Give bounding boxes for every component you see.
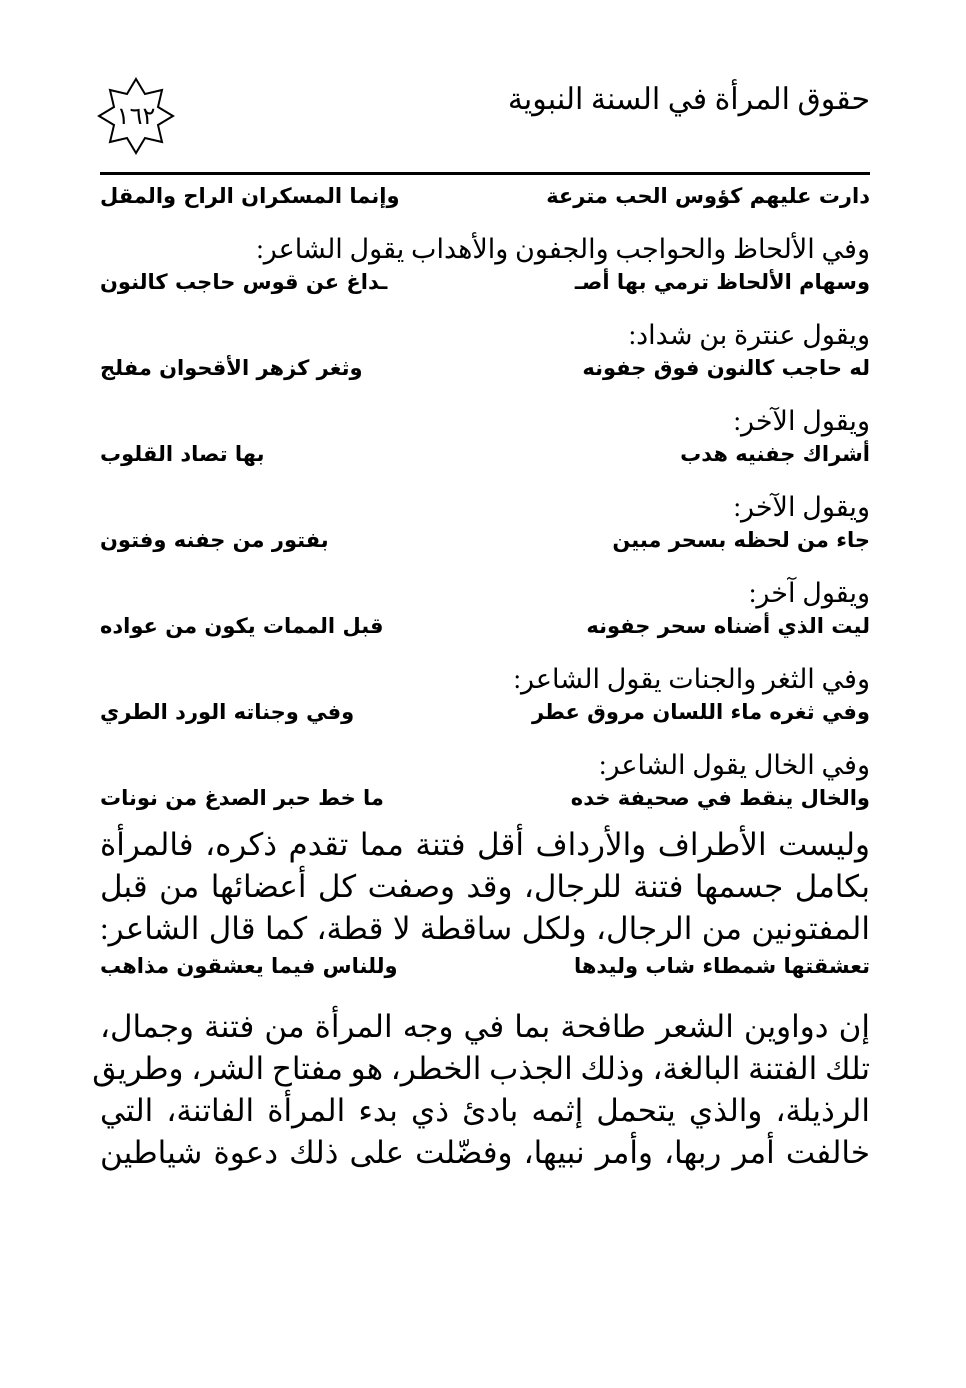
paragraph-line: تلك الفتنة البالغة، وذلك الجذب الخطر، هو مفتاح الشر، وطريق <box>92 1051 870 1086</box>
body-paragraph <box>100 824 870 950</box>
paragraph-line: إن دواوين الشعر طافحة بما في وجه المرأة من فتنة وجمال، <box>100 1009 870 1044</box>
verse-first-hemistich: دارت عليهم كؤوس الحب مترعة <box>546 184 870 208</box>
verse-intro: ويقول آخر: <box>748 578 870 608</box>
paragraph-line: الرذيلة، والذي يتحمل إثمه بادئ ذي بدء المرأة الفاتنة، التي <box>100 1093 870 1128</box>
verse-second-hemistich: وفي وجناته الورد الطري <box>100 700 355 724</box>
verse-first-hemistich: تعشقتها شمطاء شاب وليدها <box>573 954 870 978</box>
verse-first-hemistich: له حاجب كالنون فوق جفونه <box>582 356 870 380</box>
main-content <box>92 180 870 1174</box>
verse-second-hemistich: ـداغ عن قوس حاجب كالنون <box>100 270 388 294</box>
verse-line <box>100 266 870 298</box>
verse-intro: ويقول عنترة بن شداد: <box>628 320 870 350</box>
verse-line <box>100 180 870 212</box>
verse-second-hemistich: قبل الممات يكون من عواده <box>100 614 384 638</box>
verse-second-hemistich: بفتور من جفنه وفتون <box>100 528 329 552</box>
paragraph-line: بكامل جسمها فتنة للرجال، وقد وصفت كل أعضائها من قبل <box>100 869 870 904</box>
verse-line <box>100 950 870 982</box>
page-header-title: حقوق المرأة في السنة النبوية <box>507 83 870 116</box>
header-divider <box>100 172 870 175</box>
verse-second-hemistich: وإنما المسكران الراح والمقل <box>100 184 400 208</box>
verse-intro: ويقول الآخر: <box>733 406 870 436</box>
page-number: ١٦٢ <box>116 103 156 130</box>
paragraph-line: خالفت أمر ربها، وأمر نبيها، وفضّلت على ذلك دعوة شياطين <box>100 1135 870 1170</box>
verse-second-hemistich: ما خط حبر الصدغ من نونات <box>100 786 384 810</box>
spacer <box>100 982 870 996</box>
verse-first-hemistich: وسهام الألحاظ ترمي بها أصـ <box>574 270 870 294</box>
verse-intro: وفي الألحاظ والحواجب والجفون والأهداب يقول الشاعر: <box>256 234 870 264</box>
verse-intro: وفي الثغر والجنات يقول الشاعر: <box>513 664 870 694</box>
verse-intro: وفي الخال يقول الشاعر: <box>599 750 870 780</box>
verse-intro: ويقول الآخر: <box>733 492 870 522</box>
verse-first-hemistich: ليت الذي أضناه سحر جفونه <box>586 614 870 638</box>
verse-line <box>100 438 870 470</box>
verse-second-hemistich: وثغر كزهر الأقحوان مفلج <box>100 356 363 380</box>
verse-first-hemistich: جاء من لحظه بسحر مبين <box>612 528 870 552</box>
paragraph-line: المفتونين من الرجال، ولكل ساقطة لا قطة، كما قال الشاعر: <box>100 911 870 946</box>
body-paragraph <box>92 1006 870 1174</box>
paragraph-line: وليست الأطراف والأرداف أقل فتنة مما تقدم ذكره، فالمرأة <box>100 827 870 862</box>
verse-line <box>100 524 870 556</box>
verse-line <box>100 696 870 728</box>
verse-first-hemistich: والخال ينقط في صحيفة خده <box>570 786 870 810</box>
verse-second-hemistich: وللناس فيما يعشقون مذاهب <box>100 954 398 978</box>
verse-first-hemistich: أشراك جفنيه هدب <box>680 442 870 466</box>
verse-line <box>100 782 870 814</box>
verse-second-hemistich: بها تصاد القلوب <box>100 442 265 466</box>
verse-first-hemistich: وفي ثغره ماء اللسان مروق عطر <box>531 700 870 724</box>
verse-line <box>100 610 870 642</box>
verse-line <box>100 352 870 384</box>
